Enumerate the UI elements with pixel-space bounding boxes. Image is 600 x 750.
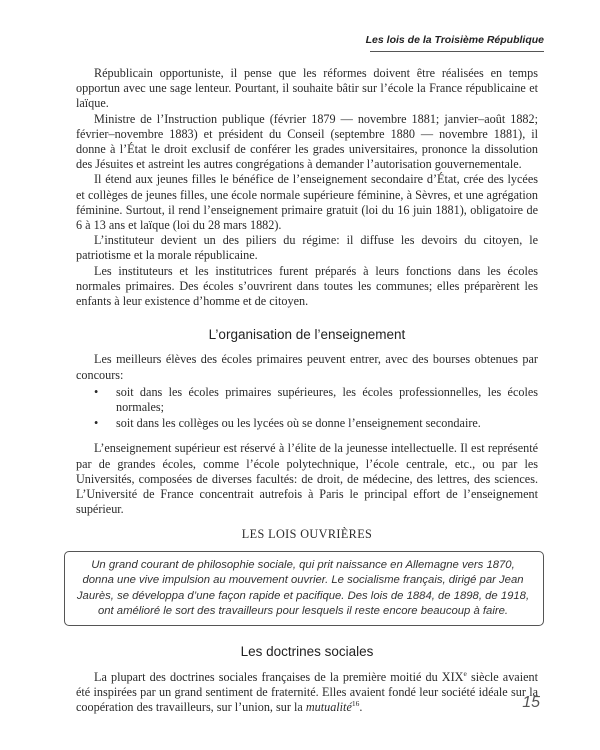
page-body <box>76 66 538 715</box>
intro-paragraph-1: Républicain opportuniste, il pense que les réformes doivent être réalisées en temps opportun avec une sage lenteur. Pourtant, il souhaite bâtir sur l’école la France républicaine et laïque. <box>76 66 538 111</box>
section-title-organisation: L’organisation de l’enseignement <box>208 327 406 343</box>
list-item <box>76 385 538 415</box>
list-item-text: soit dans les écoles primaires supérieures, les écoles professionnelles, les écoles normales; <box>116 384 538 415</box>
list-item-text: soit dans les collèges ou les lycées où se donne l’enseignement secondaire. <box>116 416 481 431</box>
organisation-lead: Les meilleurs élèves des écoles primaires peuvent entrer, avec des bourses obtenues par concours: <box>76 352 538 382</box>
lois-ouvrieres-heading: LES LOIS OUVRIÈRES <box>241 527 373 542</box>
page-number: 15 <box>522 694 540 711</box>
running-title: Les lois de la Troisième République <box>365 34 544 46</box>
intro-paragraph-4: L’instituteur devient un des piliers du régime: il diffuse les devoirs du citoyen, le patriotisme et la morale républicaine. <box>76 233 538 263</box>
century-superscript: e <box>463 668 467 678</box>
doctrines-text-middle: siècle avaient été inspirées par un grand sentiment de fraternité. Elles avaient fondé leur société idéale sur la coopération des travailleurs, sur l’union, sur la <box>76 669 538 714</box>
list-item <box>76 416 538 431</box>
bullet-icon: • <box>94 416 99 431</box>
section-title-doctrines: Les doctrines sociales <box>240 644 374 660</box>
lois-ouvrieres-text: Un grand courant de philosophie sociale, qui prit naissance en Allemagne vers 1870, donna une vive impulsion au mouvement ouvrier. Le socialisme français, dirigé par Jean Jaurès, se développa d’une façon rapide et pacifique. Des lois de 1884, de 1898, de 1918, ont amélioré le sort des travailleurs pour lesquels il reste encore beaucoup à faire. <box>76 558 530 617</box>
organisation-closing: L’enseignement supérieur est réservé à l’élite de la jeunesse intellectuelle. Il est représenté par de grandes écoles, comme l’école polytechnique, l’école centrale, etc., ou par les Universités, composées de diverses facultés: de droit, de médecine, des lettres, des sciences. L’Université de France concentrait autrefois à Paris le principal effort de l’enseignement supérieur. <box>76 441 538 517</box>
footnote-reference: 16 <box>351 698 360 708</box>
header-rule <box>370 51 544 52</box>
bullet-list <box>76 385 538 432</box>
intro-paragraph-2: Ministre de l’Instruction publique (février 1879 — novembre 1881; janvier–août 1882; février–novembre 1883) et président du Conseil (septembre 1880 — novembre 1881), il donne à l’État le droit exclusif de conférer les grades universitaires, prononce la dissolution des Jésuites et astreint les autres congrégations à demander l’autorisation gouvernementale. <box>76 111 538 172</box>
intro-paragraph-5: Les instituteurs et les institutrices furent préparés à leurs fonctions dans les écoles normales primaires. Des écoles s’ouvrirent dans toutes les communes; elles préparèrent les enfants à leur existence d’homme et de citoyen. <box>76 263 538 309</box>
doctrines-text-start: La plupart des doctrines sociales françaises de la première moitié du XIX <box>94 669 464 684</box>
lois-ouvrieres-box <box>64 551 544 627</box>
doctrines-text-end: . <box>359 699 363 714</box>
doctrines-paragraph <box>76 670 538 716</box>
bullet-icon: • <box>94 384 99 399</box>
intro-paragraph-3: Il étend aux jeunes filles le bénéfice de l’enseignement secondaire d’État, crée des lycées et collèges de jeunes filles, une école normale supérieure féminine, à Sèvres, et une agrégation féminine. Surtout, il rend l’enseignement primaire gratuit (loi du 16 juin 1881), obligatoire de 6 à 13 ans et laïque (loi du 28 mars 1882). <box>76 172 538 233</box>
emphasis-term: mutualité <box>305 699 352 714</box>
